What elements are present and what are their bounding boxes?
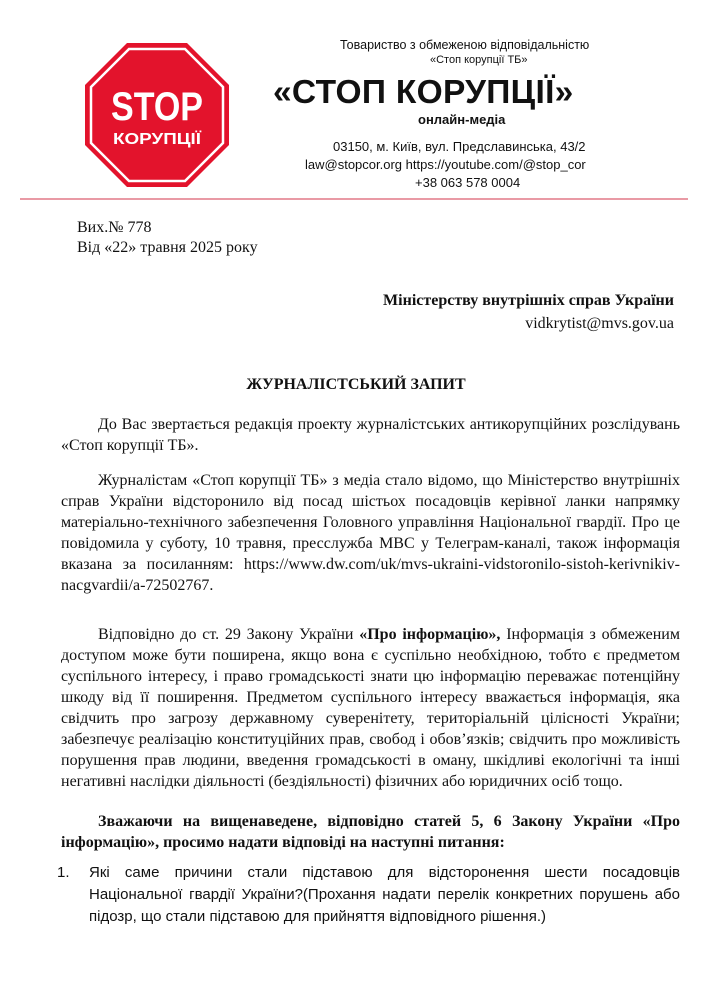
request-paragraph: Зважаючи на вищенаведене, відповідно статей 5, 6 Закону України «Про інформацію», просимо надати відповіді на наступні питання: [61, 813, 680, 851]
outgoing-date: Від «22» травня 2025 року [77, 239, 258, 256]
company-address: 03150, м. Київ, вул. Предславинська, 43/2 [333, 139, 586, 154]
outgoing-number: Вих.№ 778 [77, 219, 152, 236]
question-number: 1. [57, 864, 70, 881]
facts-paragraph: Журналістам «Стоп корупції ТБ» з медіа стало відомо, що Міністерство внутрішніх справ України відсторонило від посад шістьох посадовців керівної ланки напрямку матеріально-технічного забезпечення Головного управління Національної гвардії. Про це повідомила у суботу, 10 травня, пресслужба МВС у Телеграм-каналі, також інформація вказана за посиланням: https://www.dw.com/uk/mvs-ukraini-vidstoronilo-sistoh-kerivnikiv-nacgvardii/a-72502767. [61, 472, 680, 594]
legal-basis-text: Інформація з обмеженим доступом може бути поширена, якщо вона є суспільно необхідною, тобто є предметом суспільного інтересу, і право громадськості знати цю інформацію переважає потенційну шкоду від її поширення. Предметом суспільного інтересу вважається інформація, яка свідчить про загрозу державному суверенітету, територіальній цілісності України; забезпечує реалізацію конституційних прав, свобод і обов’язків; свідчить про можливість порушення прав людини, введення громадськості в оману, шкідливі екологічні та інші негативні наслідки діяльності (бездіяльності) фізичних або юридичних осіб тощо. [61, 626, 680, 790]
legal-basis-paragraph [61, 624, 680, 792]
letter-title: ЖУРНАЛІСТСЬКИЙ ЗАПИТ [246, 376, 466, 393]
logo-stop-text: STOP [111, 85, 203, 129]
brand-subtitle: онлайн-медіа [418, 112, 506, 127]
question-item [57, 862, 680, 928]
company-phone: +38 063 578 0004 [415, 175, 521, 190]
recipient-name: Міністерству внутрішніх справ України [383, 292, 674, 309]
intro-paragraph: До Вас звертається редакція проекту журналістських антикорупційних розслідувань «Стоп корупції ТБ». [61, 416, 680, 454]
company-legal-form: Товариство з обмеженою відповідальністю [340, 38, 590, 52]
question-text: Які саме причини стали підставою для відсторонення шести посадовців Національної гвардії України?(Прохання надати перелік конкретних порушень або підозр, що стали підставою для прийняття відповідного рішення.) [89, 864, 680, 925]
stop-corruption-logo [84, 42, 230, 188]
recipient-email: vidkrytist@mvs.gov.ua [525, 315, 674, 332]
company-contacts: law@stopcor.org https://youtube.com/@stop_cor [305, 157, 586, 172]
brand-name: «СТОП КОРУПЦІЇ» [273, 74, 574, 111]
legal-basis-prefix: Відповідно до ст. 29 Закону України [98, 626, 360, 643]
company-short-name: «Стоп корупції ТБ» [430, 54, 528, 66]
law-name: «Про інформацію», [359, 626, 501, 643]
logo-corruption-text: КОРУПЦІЇ [113, 131, 188, 148]
header-divider [20, 198, 688, 200]
